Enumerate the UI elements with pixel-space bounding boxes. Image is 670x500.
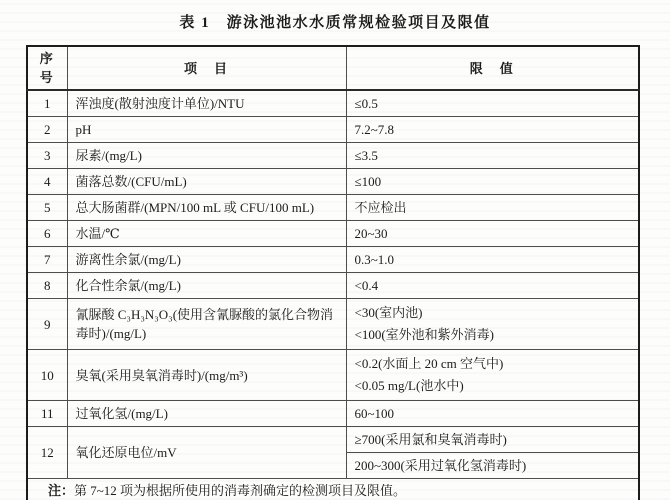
row-no: 1	[27, 90, 67, 117]
table-row	[27, 299, 639, 350]
row-limit: ≤3.5	[346, 143, 639, 169]
row-limit	[346, 350, 639, 401]
note-label: 注：	[48, 483, 75, 498]
header-limit: 限 值	[346, 46, 639, 90]
row-limit: 7.2~7.8	[346, 117, 639, 143]
table-row	[27, 195, 639, 221]
row-no: 10	[27, 350, 67, 401]
row-limit: ≥700(采用氯和臭氧消毒时)	[346, 427, 639, 453]
table-row	[27, 90, 639, 117]
row-no: 3	[27, 143, 67, 169]
row-limit-line: <100(室外池和紫外消毒)	[354, 327, 494, 342]
table-title: 表 1 游泳池池水水质常规检验项目及限值	[179, 15, 491, 31]
table-row	[27, 143, 639, 169]
row-no: 11	[27, 401, 67, 427]
row-item: 臭氧(采用臭氧消毒时)/(mg/m³)	[67, 350, 346, 401]
row-item: 尿素/(mg/L)	[67, 143, 346, 169]
row-limit: 20~30	[346, 221, 639, 247]
note-row	[27, 479, 639, 500]
header-no: 序号	[27, 46, 67, 90]
row-no: 7	[27, 247, 67, 273]
row-limit: 200~300(采用过氧化氢消毒时)	[346, 453, 639, 479]
table-row	[27, 273, 639, 299]
row-limit-line: <30(室内池)	[354, 305, 423, 320]
table-row	[27, 221, 639, 247]
water-quality-table	[26, 45, 640, 500]
row-limit: ≤100	[346, 169, 639, 195]
row-limit	[346, 299, 639, 350]
row-limit: <0.4	[346, 273, 639, 299]
table-row	[27, 169, 639, 195]
row-item: 菌落总数/(CFU/mL)	[67, 169, 346, 195]
table-note	[27, 479, 639, 500]
table-row	[27, 427, 639, 453]
row-item: 浑浊度(散射浊度计单位)/NTU	[67, 90, 346, 117]
header-row	[27, 46, 639, 90]
row-no: 4	[27, 169, 67, 195]
row-item: 游离性余氯/(mg/L)	[67, 247, 346, 273]
table-row	[27, 117, 639, 143]
row-item: 氧化还原电位/mV	[67, 427, 346, 479]
table-row	[27, 350, 639, 401]
row-item: pH	[67, 117, 346, 143]
row-limit: 60~100	[346, 401, 639, 427]
table-row	[27, 247, 639, 273]
table-row	[27, 401, 639, 427]
row-limit-line: <0.05 mg/L(池水中)	[354, 378, 464, 393]
row-limit: 0.3~1.0	[346, 247, 639, 273]
row-limit: ≤0.5	[346, 90, 639, 117]
row-no: 6	[27, 221, 67, 247]
row-item: 总大肠菌群/(MPN/100 mL 或 CFU/100 mL)	[67, 195, 346, 221]
row-limit: 不应检出	[346, 195, 639, 221]
row-no: 5	[27, 195, 67, 221]
row-no: 9	[27, 299, 67, 350]
row-no: 8	[27, 273, 67, 299]
row-item: 化合性余氯/(mg/L)	[67, 273, 346, 299]
row-item: 氰脲酸 C₃H₃N₃O₃(使用含氰脲酸的氯化合物消毒时)/(mg/L)	[67, 299, 346, 350]
header-item: 项 目	[67, 46, 346, 90]
row-no: 12	[27, 427, 67, 479]
row-limit-line: <0.2(水面上 20 cm 空气中)	[354, 356, 504, 371]
row-item: 过氧化氢/(mg/L)	[67, 401, 346, 427]
row-item: 水温/℃	[67, 221, 346, 247]
note-text: 第 7~12 项为根据所使用的消毒剂确定的检测项目及限值。	[74, 483, 407, 498]
row-no: 2	[27, 117, 67, 143]
